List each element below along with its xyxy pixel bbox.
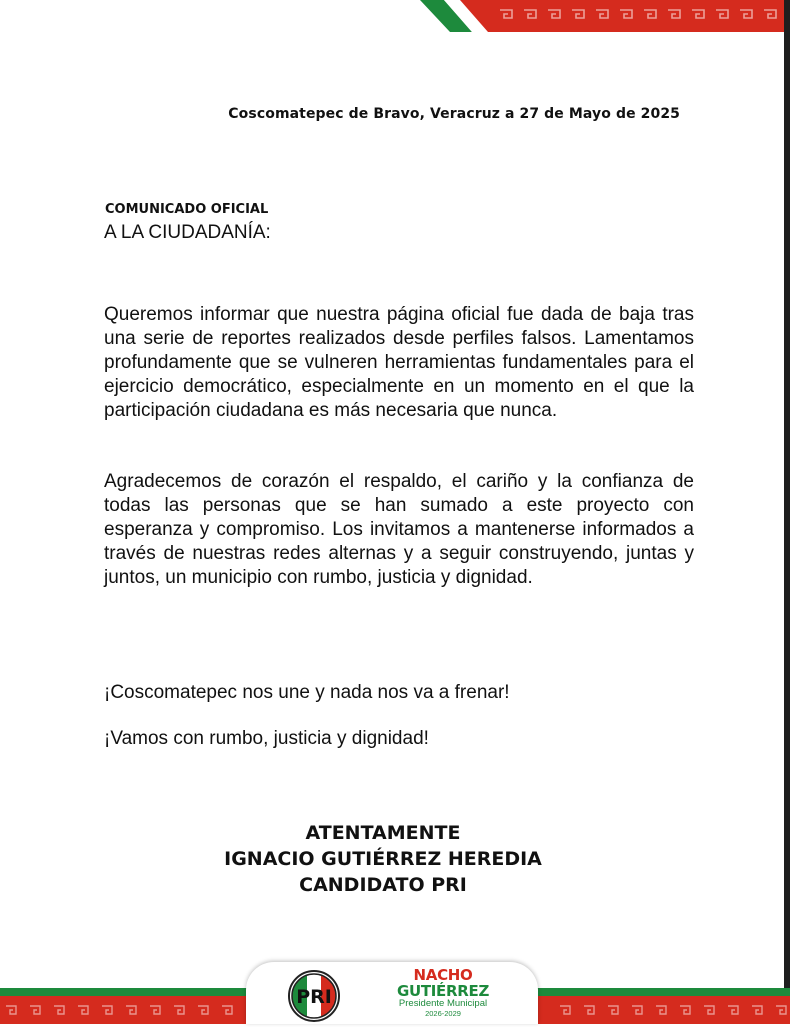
signatory-position: CANDIDATO PRI [299,874,467,896]
pri-party-logo [288,970,340,1022]
slogan-line: ¡Vamos con rumbo, justicia y dignidad! [104,728,429,749]
candidate-logo-last-name: GUTIÉRREZ [396,982,490,1000]
place-date-line: Coscomatepec de Bravo, Veracruz a 27 de Mayo de 2025 [228,106,680,122]
signature-block [0,820,790,898]
candidate-logo [388,968,498,1018]
slogan-line: ¡Coscomatepec nos une y nada nos va a frenar! [104,682,510,703]
header-decorative-band [420,0,784,32]
salutation: A LA CIUDADANÍA: [104,222,271,243]
body-paragraph: Agradecemos de corazón el respaldo, el cariño y la confianza de todas las personas que se han sumado a este proyecto con esperanza y compromiso. Los invitamos a mantenerse informados a través de nuestras redes alternas y a seguir construyendo, juntas y juntos, un municipio con rumbo, justicia y dignidad. [104,471,694,588]
closing-text: ATENTAMENTE [305,822,461,844]
document-kicker: COMUNICADO OFICIAL [105,202,269,217]
candidate-logo-first-name: NACHO [413,966,473,984]
body-paragraph: Queremos informar que nuestra página oficial fue dada de baja tras una serie de reportes realizados desde perfiles falsos. Lamentamos profundamente que se vulneren herramientas fundamentales para el ejercicio democrático, especialmente en un momento en el que la participación ciudadana es más necesaria que nunca. [104,304,694,421]
signatory-name: IGNACIO GUTIÉRREZ HEREDIA [224,848,542,870]
candidate-logo-role: Presidente Municipal [398,998,488,1009]
pri-logo-text: PRI [296,986,332,1008]
candidate-logo-period: 2026-2029 [425,1009,461,1018]
footer-logo-plate [246,962,538,1024]
